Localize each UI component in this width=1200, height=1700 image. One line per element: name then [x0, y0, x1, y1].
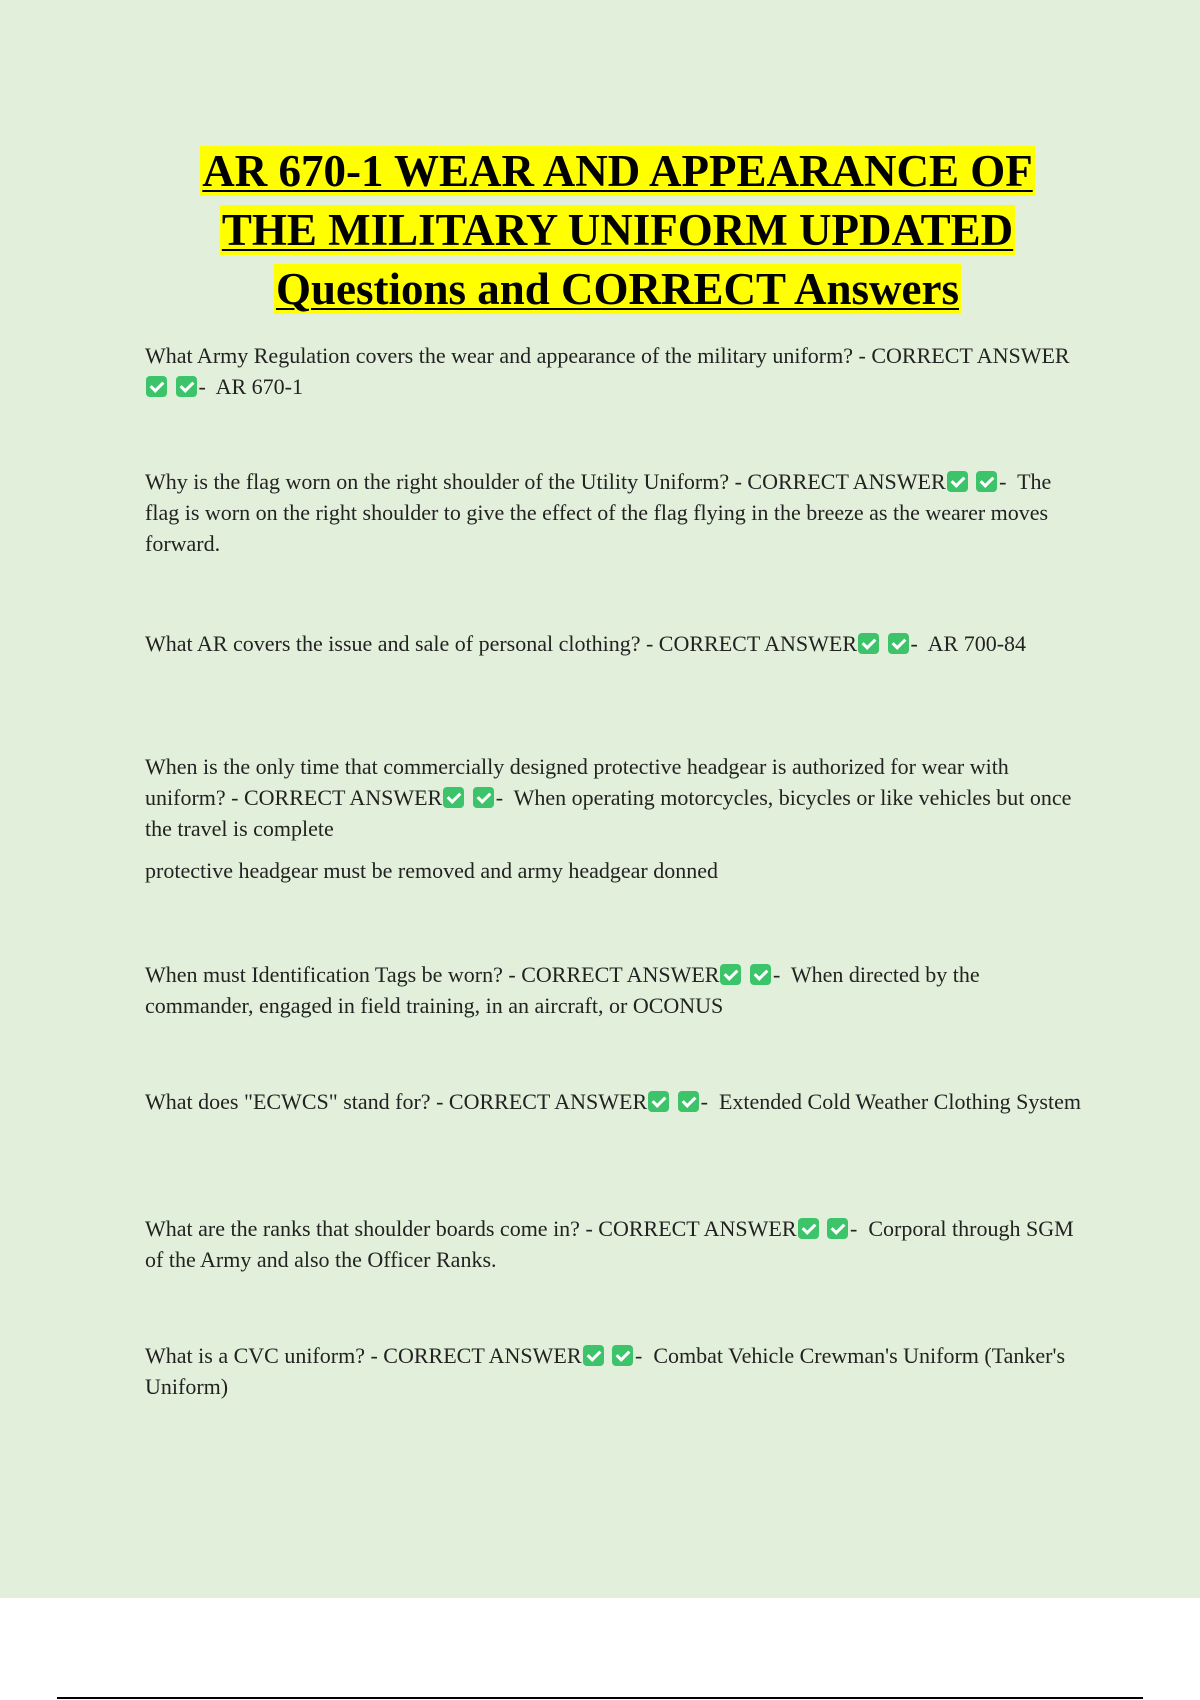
answer-dash: - [635, 1343, 643, 1368]
question-text: What does "ECWCS" stand for? [145, 1089, 431, 1114]
qa-item-8 [145, 1340, 1085, 1402]
question-text: When must Identification Tags be worn? [145, 962, 503, 987]
answer-dash: - [198, 374, 206, 399]
correct-answer-label: - CORRECT ANSWER [436, 1089, 648, 1114]
check-mark-icon [648, 1091, 669, 1112]
question-text: What AR covers the issue and sale of personal clothing? [145, 631, 641, 656]
question-text: What is a CVC uniform? [145, 1343, 365, 1368]
answer-dash: - [910, 631, 918, 656]
answer-text: The flag is worn on the right shoulder to give the effect of the flag flying in the breeze as the wearer moves forward. [145, 469, 1052, 556]
check-mark-icon [750, 964, 771, 985]
title-line-1: AR 670-1 WEAR AND APPEARANCE OF [202, 146, 1033, 196]
check-mark-icon [678, 1091, 699, 1112]
answer-dash: - [700, 1089, 708, 1114]
answer-continued-text: protective headgear must be removed and army headgear donned [145, 858, 718, 883]
question-text: Why is the flag worn on the right shoulder of the Utility Uniform? [145, 469, 730, 494]
check-mark-icon [858, 633, 879, 654]
answer-dash: - [999, 469, 1007, 494]
correct-answer-label: - CORRECT ANSWER [231, 785, 443, 810]
qa-item-2 [145, 466, 1085, 559]
document-title [130, 142, 1105, 319]
check-mark-icon [827, 1218, 848, 1239]
answer-text: Corporal through SGM of the Army and also the Officer Ranks. [145, 1216, 1074, 1272]
check-mark-icon [176, 376, 197, 397]
correct-answer-label: - CORRECT ANSWER [734, 469, 946, 494]
answer-dash: - [495, 785, 504, 810]
qa-item-5 [145, 959, 1085, 1021]
answer-text: AR 700-84 [927, 631, 1027, 656]
check-mark-icon [976, 471, 997, 492]
qa-item-3 [145, 628, 1085, 659]
correct-answer-label: - CORRECT ANSWER [370, 1343, 582, 1368]
check-mark-icon [443, 787, 464, 808]
answer-dash: - [772, 962, 781, 987]
check-mark-icon [947, 471, 968, 492]
answer-dash: - [850, 1216, 858, 1241]
check-mark-icon [798, 1218, 819, 1239]
check-mark-icon [146, 376, 167, 397]
check-mark-icon [888, 633, 909, 654]
qa-item-4 [145, 751, 1085, 886]
correct-answer-label: - CORRECT ANSWER [858, 343, 1070, 368]
check-mark-icon [720, 964, 741, 985]
check-mark-icon [583, 1345, 604, 1366]
answer-text: Combat Vehicle Crewman's Uniform (Tanker's Uniform) [145, 1343, 1066, 1399]
check-mark-icon [612, 1345, 633, 1366]
answer-text: AR 670-1 [215, 374, 304, 399]
title-line-3: Questions and CORRECT Answers [275, 264, 960, 314]
answer-text: Extended Cold Weather Clothing System [718, 1089, 1081, 1114]
check-mark-icon [473, 787, 494, 808]
question-text: What Army Regulation covers the wear and appearance of the military uniform? [145, 343, 854, 368]
correct-answer-label: - CORRECT ANSWER [585, 1216, 797, 1241]
footer-divider [57, 1697, 1143, 1699]
answer-text: When directed by the commander, engaged in field training, in an aircraft, or OCONUS [145, 962, 980, 1018]
correct-answer-label: - CORRECT ANSWER [645, 631, 858, 656]
qa-item-7 [145, 1213, 1085, 1275]
question-text: When is the only time that commercially designed protective headgear is authorized for wear with uniform? [145, 754, 1009, 810]
question-text: What are the ranks that shoulder boards come in? [145, 1216, 580, 1241]
answer-text: When operating motorcycles, bicycles or like vehicles but once the travel is complete [145, 785, 1072, 841]
correct-answer-label: - CORRECT ANSWER [508, 962, 720, 987]
qa-item-6 [145, 1086, 1085, 1117]
qa-item-1 [145, 340, 1085, 402]
title-line-2: THE MILITARY UNIFORM UPDATED [221, 205, 1014, 255]
